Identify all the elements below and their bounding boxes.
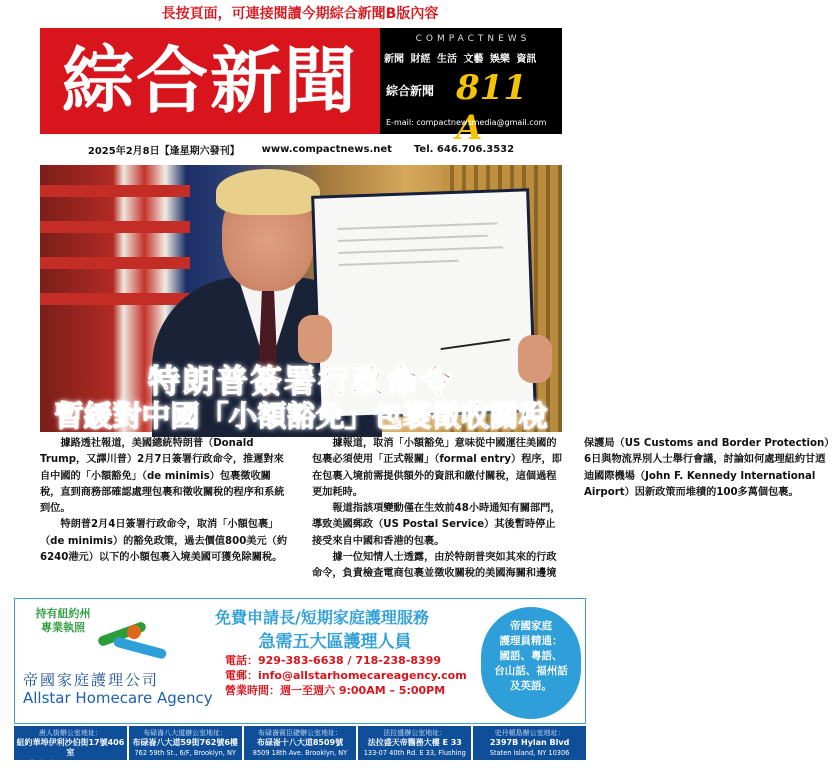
- signature-mark: [438, 320, 510, 350]
- license-note: [23, 607, 103, 635]
- article-paragraph: 報道指該項變動僅在生效前48小時通知有關部門，導致美國郵政（US Postal Service）其後暫時停止接受來自中國和香港的包裹。: [312, 503, 561, 547]
- issue-date: 2025年2月8日【逢星期六發刊】: [87, 145, 240, 157]
- category-item: 文藝: [463, 54, 484, 65]
- article-paragraph: 據一位知情人士透露，由於特朗普突如其來的行政命令，負責檢查電商包裹並徵收關稅的美國海關和邊境保護局（US Customs and Border Protection）6日與物流界別人士舉行會議，討論如何處理紐約甘迺迪國際機場（John F. Kennedy International Airport）因新政策而堆積的100多萬個包裹。: [312, 438, 830, 580]
- office-label: 布碌崙八大道辦公室地址：: [143, 729, 228, 737]
- homecare-advertisement[interactable]: [14, 598, 586, 767]
- bubble-line: 國語、粵語、: [499, 650, 563, 662]
- article-paragraph: 據路透社報道，美國總統特朗普（Donald Trump，又譯川普）2月7日簽署行政命令，推遲對來自中國的「小額豁免」（de minimis）包裹徵收關稅，直到商務部確認處理包裹和徵收關稅的程序和系統到位。: [40, 438, 285, 515]
- issue-label: 綜合新聞: [386, 84, 435, 98]
- article-paragraph: 特朗普2月4日簽署行政命令，取消「小額包裹」（de minimis）的豁免政策，過去價值800美元（約6240港元）以下的小額包裹入境美國可獲免除關稅。: [40, 519, 288, 564]
- person-hair: [216, 169, 320, 215]
- office-label: 史丹頓島辦公室地址：: [494, 729, 565, 737]
- office-address-cn: 2397B Hylan Blvd: [489, 738, 570, 747]
- category-list: [384, 50, 560, 65]
- brand-name: COMPACTNEWS: [415, 34, 531, 44]
- office-address-en: 762 59th St., 6/F, Brooklyn, NY 11220: [134, 749, 236, 767]
- category-item: 生活: [436, 54, 457, 65]
- flag-stripe: [40, 221, 190, 233]
- document-text-line: [337, 222, 497, 230]
- company-name-en: Allstar Homecare Agency: [23, 689, 213, 707]
- issue-number: 811 A: [456, 68, 527, 148]
- document-text-line: [338, 246, 503, 254]
- bubble-line: 及英語。: [510, 680, 552, 692]
- ad-main-panel: [14, 598, 586, 724]
- license-line: 專業執照: [41, 621, 85, 634]
- category-item: 娛樂: [489, 54, 510, 65]
- office-address-row: [14, 726, 586, 767]
- flag-stripe: [40, 257, 190, 269]
- language-bubble: [481, 607, 581, 719]
- office-address-en: Staten Island, NY 10306: [489, 749, 570, 757]
- dateline: [40, 138, 562, 160]
- office-label: 唐人街辦公室地址：: [38, 729, 102, 737]
- masthead: [40, 28, 562, 148]
- bubble-line: 台山話、福州話: [494, 665, 568, 677]
- office-label: 布碌崙賓臣礎辦公室地址：: [257, 729, 342, 737]
- headline: 特朗普簽署行政命令: [147, 362, 454, 400]
- ad-email[interactable]: 電郵：info@allstarhomecareagency.com: [225, 669, 467, 682]
- office-address-en: 133-07 40th Rd. E 33, Flushing 11354: [363, 749, 466, 767]
- masthead-info-panel: [380, 28, 562, 148]
- subheadline: 暫緩對中國「小額豁免」包裹徵收關稅: [54, 399, 548, 433]
- ad-title: 免費申請長/短期家庭護理服務: [215, 608, 429, 627]
- office-address: [129, 726, 242, 767]
- masthead-email[interactable]: E-mail: compactnewsmedia@gmail.com: [386, 118, 547, 127]
- office-address: [14, 726, 127, 767]
- office-address-cn: 布碌崙十八大道8509號: [256, 738, 344, 747]
- bubble-line: 護理員精通：: [499, 635, 563, 647]
- category-item: 資訊: [516, 54, 537, 65]
- article-body: [40, 436, 830, 594]
- office-address-cn: 紐約華埠伊利沙伯街17號406室: [16, 738, 125, 757]
- office-address-cn: 布碌崙八大道59街762號6樓: [132, 738, 238, 747]
- office-address-en: 8509 18th Ave. Brooklyn, NY 11214: [252, 749, 348, 767]
- category-item: 新聞: [384, 54, 404, 65]
- website-link[interactable]: www.compactnews.net: [261, 143, 392, 155]
- ad-contact-block: [225, 653, 467, 698]
- ad-subtitle: 急需五大區護理人員: [258, 632, 412, 652]
- ad-phone[interactable]: 電話：929-383-6638 / 718-238-8399: [225, 654, 442, 667]
- office-address-cn: 法拉盛天帝醫務大樓 E 33: [367, 738, 462, 747]
- category-item: 財經: [410, 54, 431, 65]
- phone-number: Tel. 646.706.3532: [413, 143, 515, 155]
- flag-stripe: [40, 293, 190, 305]
- office-address-en: 17 Elizabeth St., #406, NY 10013: [15, 759, 126, 767]
- office-label: 法拉盛辦公室地址：: [383, 729, 447, 737]
- document-text-line: [338, 235, 488, 242]
- company-logo-icon: [97, 621, 169, 669]
- top-notice[interactable]: 長按頁面，可連接閱讀今期綜合新聞B版內容: [161, 6, 439, 22]
- bubble-line: 帝國家庭: [510, 620, 552, 632]
- ad-hours: 營業時間：週一至週六 9:00AM – 5:00PM: [225, 684, 446, 697]
- newspaper-title: 綜合新聞: [40, 28, 380, 134]
- company-name-cn: 帝國家庭護理公司: [23, 671, 160, 689]
- office-address: [244, 726, 357, 767]
- license-line: 持有紐約州: [35, 607, 91, 620]
- document-text-line: [339, 260, 459, 266]
- office-address: [358, 726, 471, 767]
- office-address: [473, 726, 586, 760]
- article-paragraph: 據報道，取消「小額豁免」意味從中國運往美國的包裹必須使用「正式報關」（formal entry）程序，即在包裹入境前需提供額外的資訊和繳付關稅，這個過程更加耗時。: [312, 438, 562, 498]
- flag-stripe: [40, 185, 190, 197]
